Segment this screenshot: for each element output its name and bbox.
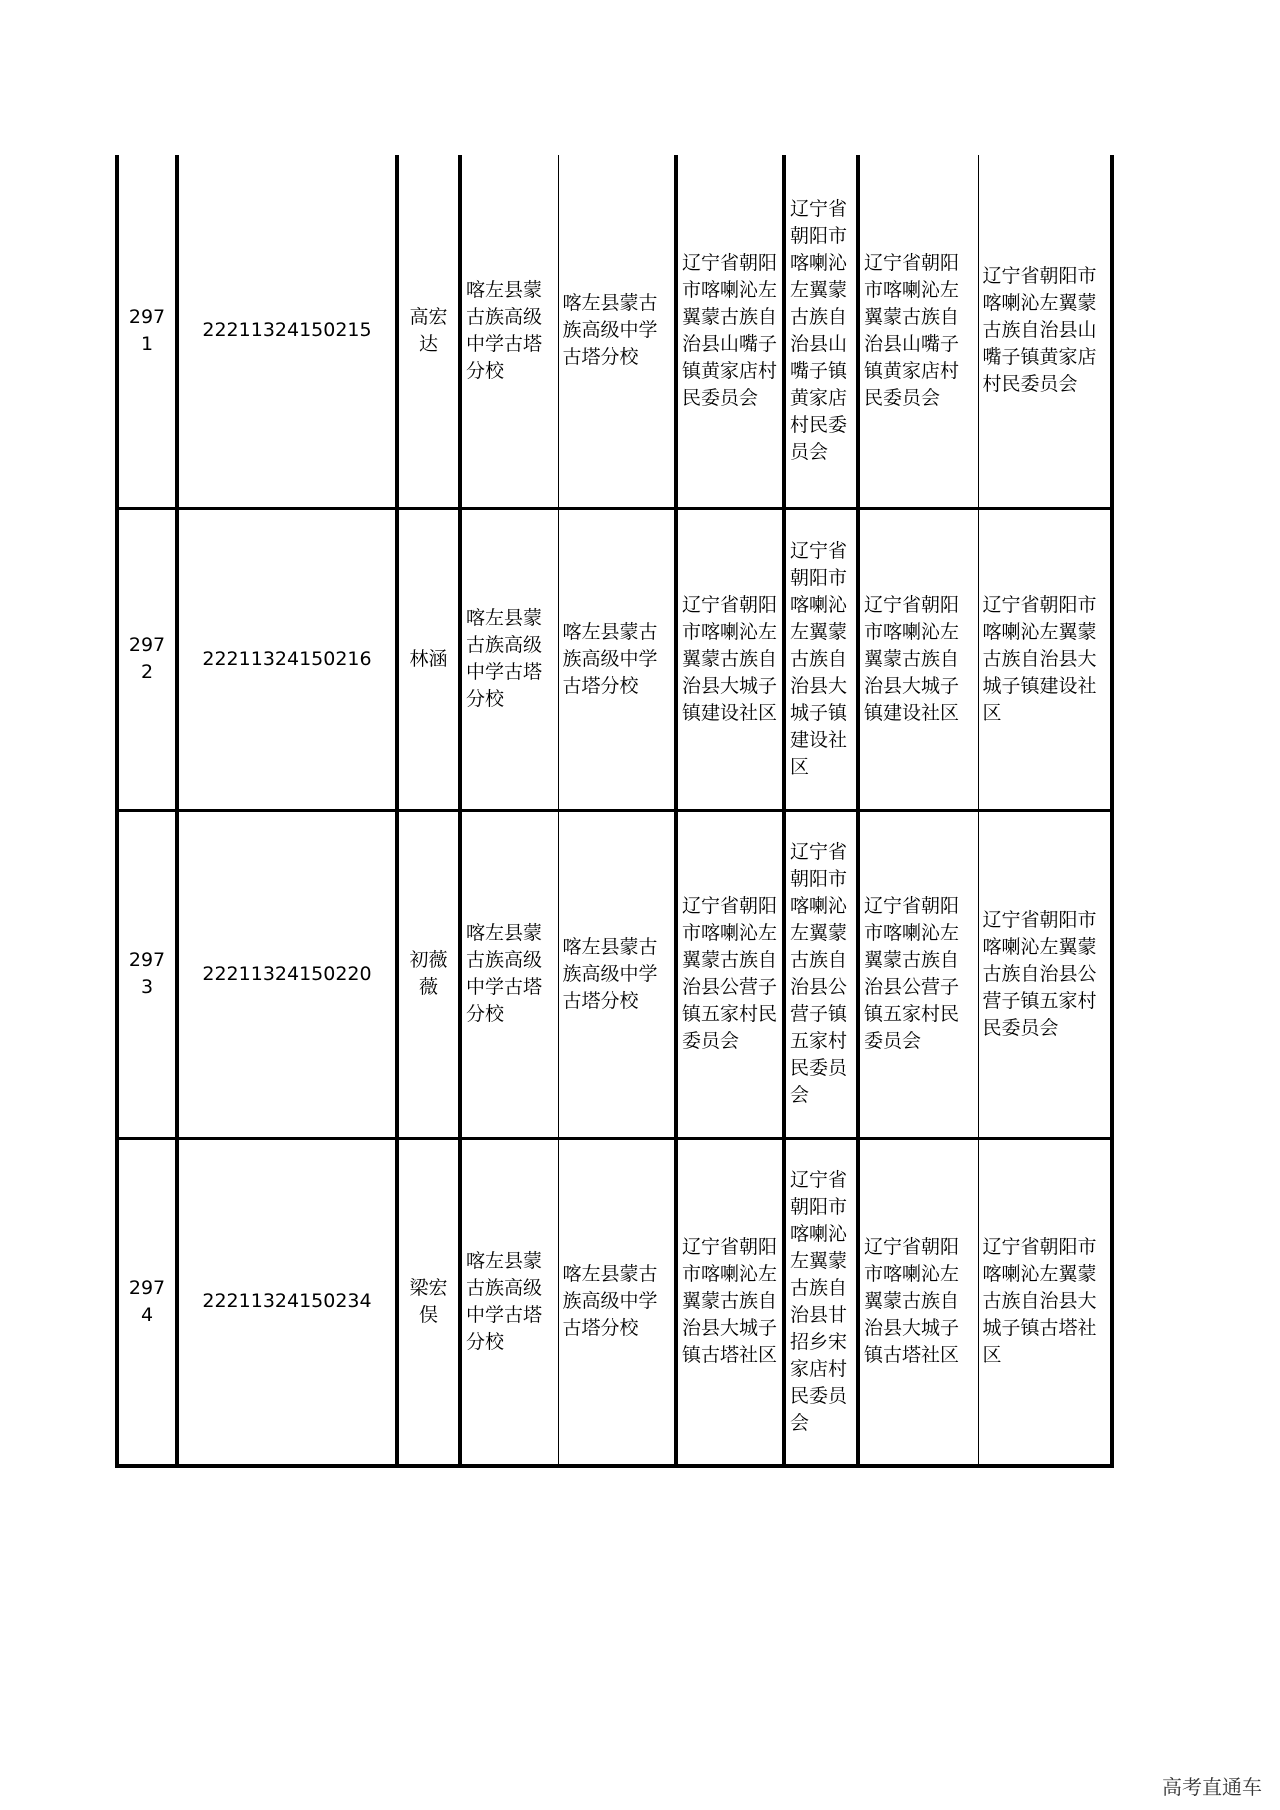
address-cell-2: 辽宁省朝阳市喀喇沁左翼蒙古族自治县大城子镇建设社区 [784,508,858,810]
address-cell-4: 辽宁省朝阳市喀喇沁左翼蒙古族自治县公营子镇五家村民委员会 [978,810,1112,1138]
name-cell: 高宏达 [397,155,460,508]
seq-cell: 2971 [117,155,177,508]
name-cell: 林涵 [397,508,460,810]
id-cell: 22211324150220 [177,810,397,1138]
unit-cell: 喀左县蒙古族高级中学古塔分校 [558,508,676,810]
school-cell: 喀左县蒙古族高级中学古塔分校 [460,508,558,810]
address-cell-2: 辽宁省朝阳市喀喇沁左翼蒙古族自治县甘招乡宋家店村民委员会 [784,1138,858,1466]
id-cell: 22211324150215 [177,155,397,508]
address-cell-3: 辽宁省朝阳市喀喇沁左翼蒙古族自治县公营子镇五家村民委员会 [858,810,978,1138]
address-cell-4: 辽宁省朝阳市喀喇沁左翼蒙古族自治县大城子镇古塔社区 [978,1138,1112,1466]
table-row [117,155,1112,508]
id-cell: 22211324150234 [177,1138,397,1466]
watermark-text: 高考直通车 [1162,1775,1262,1799]
address-cell-3: 辽宁省朝阳市喀喇沁左翼蒙古族自治县大城子镇古塔社区 [858,1138,978,1466]
address-cell-1: 辽宁省朝阳市喀喇沁左翼蒙古族自治县大城子镇古塔社区 [676,1138,784,1466]
id-cell: 22211324150216 [177,508,397,810]
address-cell-1: 辽宁省朝阳市喀喇沁左翼蒙古族自治县公营子镇五家村民委员会 [676,810,784,1138]
address-cell-1: 辽宁省朝阳市喀喇沁左翼蒙古族自治县大城子镇建设社区 [676,508,784,810]
address-cell-4: 辽宁省朝阳市喀喇沁左翼蒙古族自治县山嘴子镇黄家店村民委员会 [978,155,1112,508]
address-cell-3: 辽宁省朝阳市喀喇沁左翼蒙古族自治县山嘴子镇黄家店村民委员会 [858,155,978,508]
address-cell-4: 辽宁省朝阳市喀喇沁左翼蒙古族自治县大城子镇建设社区 [978,508,1112,810]
address-cell-3: 辽宁省朝阳市喀喇沁左翼蒙古族自治县大城子镇建设社区 [858,508,978,810]
school-cell: 喀左县蒙古族高级中学古塔分校 [460,155,558,508]
school-cell: 喀左县蒙古族高级中学古塔分校 [460,810,558,1138]
unit-cell: 喀左县蒙古族高级中学古塔分校 [558,810,676,1138]
table-row [117,810,1112,1138]
unit-cell: 喀左县蒙古族高级中学古塔分校 [558,1138,676,1466]
seq-cell: 2972 [117,508,177,810]
school-cell: 喀左县蒙古族高级中学古塔分校 [460,1138,558,1466]
table-row [117,508,1112,810]
table-row [117,1138,1112,1466]
address-cell-1: 辽宁省朝阳市喀喇沁左翼蒙古族自治县山嘴子镇黄家店村民委员会 [676,155,784,508]
seq-cell: 2974 [117,1138,177,1466]
name-cell: 梁宏俣 [397,1138,460,1466]
roster-table [115,155,1114,1468]
address-cell-2: 辽宁省朝阳市喀喇沁左翼蒙古族自治县公营子镇五家村民委员会 [784,810,858,1138]
address-cell-2: 辽宁省朝阳市喀喇沁左翼蒙古族自治县山嘴子镇黄家店村民委员会 [784,155,858,508]
name-cell: 初薇薇 [397,810,460,1138]
seq-cell: 2973 [117,810,177,1138]
unit-cell: 喀左县蒙古族高级中学古塔分校 [558,155,676,508]
